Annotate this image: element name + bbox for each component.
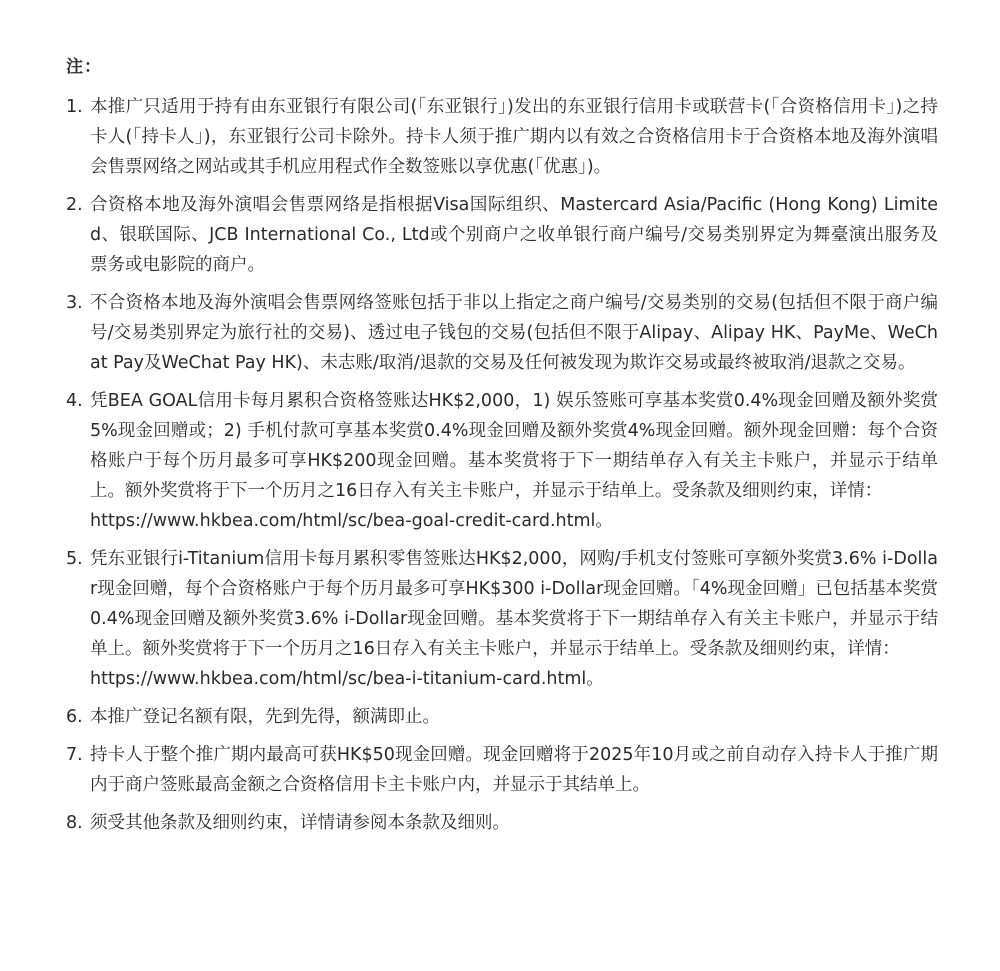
note-number: 3. bbox=[66, 293, 83, 313]
note-item-3 bbox=[66, 288, 938, 378]
note-number: 5. bbox=[66, 549, 83, 569]
i-titanium-card-url[interactable]: https://www.hkbea.com/html/sc/bea-i-titanium-card.html。 bbox=[90, 669, 604, 689]
note-body bbox=[90, 386, 938, 536]
note-body bbox=[90, 544, 938, 694]
note-text: 凭东亚银行i-Titanium信用卡每月累积零售签账达HK$2,000，网购/手机支付签账可享额外奖赏3.6% i-Dollar现金回赠，每个合资格账户于每个历月最多可享HK$300 i-Dollar现金回赠。「4%现金回赠」已包括基本奖赏0.4%现金回赠及额外奖赏3.6% i-Dollar现金回赠。基本奖赏将于下一期结单存入有关主卡账户，并显示于结单上。额外奖赏将于下一个历月之16日存入有关主卡账户，并显示于结单上。受条款及细则约束，详情： bbox=[90, 549, 938, 659]
note-item-4 bbox=[66, 386, 938, 536]
note-number: 1. bbox=[66, 97, 83, 117]
note-number: 6. bbox=[66, 707, 83, 727]
note-item-7 bbox=[66, 740, 938, 800]
note-number: 4. bbox=[66, 391, 83, 411]
note-text: 不合资格本地及海外演唱会售票网络签账包括于非以上指定之商户编号/交易类别的交易(包括但不限于商户编号/交易类别界定为旅行社的交易)、透过电子钱包的交易(包括但不限于Alipay、Alipay HK、PayMe、WeChat Pay及WeChat Pay HK)、未志账/取消/退款的交易及任何被发现为欺诈交易或最终被取消/退款之交易。 bbox=[90, 293, 938, 373]
notes-title: 注： bbox=[66, 57, 102, 77]
note-text: 凭BEA GOAL信用卡每月累积合资格签账达HK$2,000，1) 娱乐签账可享基本奖赏0.4%现金回赠及额外奖赏5%现金回赠或；2) 手机付款可享基本奖赏0.4%现金回赠及额外奖赏4%现金回赠。额外现金回赠：每个合资格账户于每个历月最多可享HK$200现金回赠。基本奖赏将于下一期结单存入有关主卡账户，并显示于结单上。额外奖赏将于下一个历月之16日存入有关主卡账户，并显示于结单上。受条款及细则约束，详情： bbox=[90, 391, 938, 501]
note-text: 本推广登记名额有限，先到先得，额满即止。 bbox=[90, 707, 440, 727]
note-item-8 bbox=[66, 808, 938, 838]
notes-list bbox=[66, 92, 938, 838]
note-item-6 bbox=[66, 702, 938, 732]
note-number: 2. bbox=[66, 195, 83, 215]
note-text: 须受其他条款及细则约束，详情请参阅本条款及细则。 bbox=[90, 813, 510, 833]
note-number: 8. bbox=[66, 813, 83, 833]
note-item-5 bbox=[66, 544, 938, 694]
note-item-1 bbox=[66, 92, 938, 182]
note-text: 本推广只适用于持有由东亚银行有限公司(「东亚银行」)发出的东亚银行信用卡或联营卡(「合资格信用卡」)之持卡人(「持卡人」)，东亚银行公司卡除外。持卡人须于推广期内以有效之合资格信用卡于合资格本地及海外演唱会售票网络之网站或其手机应用程式作全数签账以享优惠(「优惠」)。 bbox=[90, 97, 938, 177]
goal-card-url[interactable]: https://www.hkbea.com/html/sc/bea-goal-credit-card.html。 bbox=[90, 511, 613, 531]
note-text: 持卡人于整个推广期内最高可获HK$50现金回赠。现金回赠将于2025年10月或之前自动存入持卡人于推广期内于商户签账最高金额之合资格信用卡主卡账户内，并显示于其结单上。 bbox=[90, 745, 938, 795]
note-item-2 bbox=[66, 190, 938, 280]
note-number: 7. bbox=[66, 745, 83, 765]
terms-notes-section bbox=[66, 52, 938, 846]
note-text: 合资格本地及海外演唱会售票网络是指根据Visa国际组织、Mastercard Asia/Pacific (Hong Kong) Limited、银联国际、JCB International Co., Ltd或个别商户之收单银行商户编号/交易类别界定为舞臺演出服务及票务或电影院的商户。 bbox=[90, 195, 938, 275]
